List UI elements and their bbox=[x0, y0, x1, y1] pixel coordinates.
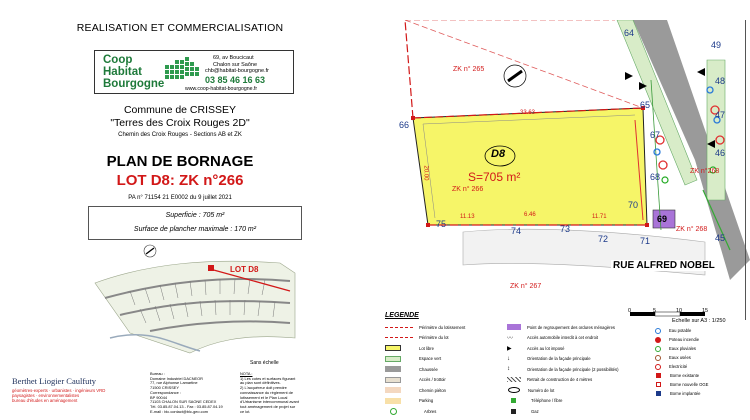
dim-top: 33.63 bbox=[520, 110, 536, 116]
company-sub-3: bureau d'études en aménagement bbox=[12, 398, 78, 403]
mini-map-scale-note: Sans échelle bbox=[250, 360, 279, 366]
legend-item bbox=[655, 380, 745, 389]
borne-70: 70 bbox=[628, 200, 639, 210]
coop-name-line3: Bourgogne bbox=[103, 78, 165, 90]
legend-item bbox=[507, 385, 622, 396]
borne-46: 46 bbox=[715, 148, 726, 158]
plot-69-label: 69 bbox=[657, 214, 668, 224]
telephone-icon bbox=[511, 398, 516, 403]
legend-label: Numéro de lot bbox=[528, 387, 555, 393]
scale-text: Echelle sur A3 : 1/250 bbox=[672, 318, 726, 324]
legend-label: Orientation de la façade principale bbox=[527, 356, 591, 362]
legend-perimeter-swatch bbox=[385, 327, 413, 328]
legend-label: Périmètre du lotissement bbox=[419, 324, 466, 330]
legend-green-swatch bbox=[385, 356, 401, 362]
eau-potable-icon bbox=[655, 328, 661, 334]
legend-item bbox=[507, 333, 622, 344]
legend-item bbox=[655, 326, 745, 335]
legend-item bbox=[385, 406, 505, 417]
legend-item bbox=[385, 343, 505, 354]
coop-house-logo-icon bbox=[165, 57, 203, 83]
coop-phone: 03 85 46 16 63 bbox=[205, 75, 266, 85]
legend-item bbox=[385, 396, 505, 407]
header-title: REALISATION ET COMMERCIALISATION bbox=[76, 22, 284, 34]
legend bbox=[385, 312, 745, 418]
footer-col2-line: Tél. 03.85.87.04.13 - Fax : 03.85.87.04.19 bbox=[150, 403, 223, 409]
borne-66: 66 bbox=[399, 120, 410, 130]
legend-label: Borne implantée bbox=[670, 391, 701, 396]
legend-label: Retrait de construction de 4 mètres bbox=[527, 377, 593, 383]
legend-item bbox=[507, 406, 622, 417]
hatch-swatch bbox=[507, 377, 521, 382]
legend-lot-swatch bbox=[385, 345, 401, 351]
legend-title: LEGENDE bbox=[385, 312, 419, 319]
left-panel bbox=[0, 0, 300, 420]
legend-label: Borne nouvelle OGE bbox=[670, 382, 709, 387]
legend-item bbox=[507, 396, 622, 407]
legend-item bbox=[507, 375, 622, 386]
zk267-label: ZK n° 267 bbox=[510, 283, 542, 290]
borne-implantee-icon bbox=[656, 391, 661, 396]
coop-address-1: 69, av Boucicaut bbox=[213, 55, 254, 61]
footer-nota-2: 2) L'acquéreur doit prendre connaissance du règlement de lotissement et le Plan Local d'Urbanisme intercommunal avant tout aménagement de projet sur ce lot. bbox=[240, 385, 299, 414]
legend-access-swatch bbox=[385, 377, 401, 383]
legend-label: Gaz bbox=[531, 408, 539, 414]
legend-label: Accès au lot imposé bbox=[527, 345, 565, 351]
legend-item bbox=[385, 354, 505, 365]
legend-col3 bbox=[655, 326, 745, 398]
borne-45: 45 bbox=[715, 233, 726, 243]
scale-tick-0: 0 bbox=[628, 308, 632, 314]
borne-existante-icon bbox=[656, 373, 661, 378]
borne-71: 71 bbox=[640, 236, 651, 246]
dim-left: 20.00 bbox=[422, 165, 429, 181]
facade-arrow-icon: ↓ bbox=[507, 355, 510, 362]
company-sub-2: paysagistes · environnementalistes bbox=[12, 393, 80, 398]
footer-nota-title: NOTA : bbox=[240, 371, 253, 376]
footer-col3 bbox=[240, 372, 300, 414]
legend-item bbox=[655, 362, 745, 371]
legend-item bbox=[385, 375, 505, 386]
coop-name-line2: Habitat bbox=[103, 66, 142, 78]
gas-icon bbox=[511, 409, 516, 414]
company-sub-1: géomètres-experts · urbanistes · ingénieurs VRD bbox=[12, 388, 106, 393]
zk265-label: ZK n° 265 bbox=[453, 66, 485, 73]
street-name: RUE ALFRED NOBEL bbox=[612, 260, 716, 271]
dim-bottom-1: 11.13 bbox=[460, 214, 475, 220]
lot-number-icon bbox=[508, 387, 520, 393]
map-frame-right bbox=[745, 20, 746, 320]
legend-label: Arbres bbox=[424, 408, 437, 414]
coop-name-line1: Coop bbox=[103, 54, 133, 66]
legend-label: Borne existante bbox=[670, 373, 700, 378]
legend-label: Eaux usées bbox=[669, 355, 691, 360]
zigzag-icon: 〰 bbox=[507, 336, 514, 343]
legend-col1 bbox=[385, 322, 505, 417]
lot-id: D8 bbox=[491, 148, 506, 160]
eaux-pluviales-icon bbox=[655, 346, 661, 352]
legend-label: Espace vert bbox=[419, 356, 442, 362]
legend-path-swatch bbox=[385, 387, 401, 393]
legend-item bbox=[385, 385, 505, 396]
borne-68: 68 bbox=[650, 172, 661, 182]
tree-icon bbox=[390, 408, 397, 415]
legend-label: Poteau incendie bbox=[669, 337, 700, 342]
scale-tick-15: 15 bbox=[702, 308, 709, 314]
legend-item bbox=[655, 389, 745, 398]
legend-item bbox=[385, 322, 505, 333]
legend-item bbox=[655, 353, 745, 362]
surfaces-box bbox=[88, 206, 302, 240]
legend-label: Périmètre du lot bbox=[419, 335, 449, 341]
legend-item bbox=[385, 333, 505, 344]
eaux-usees-icon bbox=[655, 355, 661, 361]
footer-col2-line: Bureau : bbox=[150, 371, 165, 376]
mini-map-lot-label: LOT D8 bbox=[230, 265, 259, 274]
borne-74: 74 bbox=[511, 226, 522, 236]
superficie-text: Superficie : 705 m² bbox=[165, 212, 225, 219]
legend-item bbox=[507, 322, 622, 333]
borne-49: 49 bbox=[711, 40, 722, 50]
zk268b-label: ZK n° 268 bbox=[676, 226, 708, 233]
legend-label: Eau potable bbox=[669, 328, 692, 333]
footer-col2-line: 71103 CHALON SUR SAONE CEDEX bbox=[150, 399, 217, 405]
legend-item bbox=[655, 335, 745, 344]
borne-67: 67 bbox=[650, 130, 661, 140]
scale-tick-10: 10 bbox=[676, 308, 683, 314]
borne-64: 64 bbox=[624, 28, 635, 38]
poteau-incendie-icon bbox=[655, 337, 661, 343]
legend-label: Orientation de la façade principale (2 possibilités) bbox=[527, 366, 619, 372]
borne-47: 47 bbox=[715, 110, 726, 120]
borne-48: 48 bbox=[715, 76, 726, 86]
borne-nouvelle-icon bbox=[656, 382, 661, 387]
legend-item bbox=[507, 343, 622, 354]
legend-item bbox=[507, 354, 622, 365]
borne-75: 75 bbox=[436, 219, 447, 229]
legend-ordures-swatch bbox=[507, 324, 521, 330]
company-name: Berthet Liogier Caulfuty bbox=[12, 376, 97, 386]
legend-item bbox=[385, 364, 505, 375]
facade-double-arrow-icon: ↕ bbox=[507, 366, 510, 373]
zk268-label: ZK n°268 bbox=[690, 168, 720, 175]
scale-tick-5: 5 bbox=[653, 308, 657, 314]
coop-logo-box bbox=[94, 50, 294, 94]
legend-label: Chemin piéton bbox=[419, 387, 447, 393]
legend-item bbox=[655, 371, 745, 380]
location-mini-map bbox=[90, 243, 300, 358]
legend-road-swatch bbox=[385, 366, 401, 372]
lot-d8-polygon bbox=[413, 108, 647, 225]
borne-73: 73 bbox=[560, 224, 571, 234]
legend-col2 bbox=[507, 322, 622, 417]
legend-label: Electricité bbox=[669, 364, 688, 369]
coop-website: www.coop-habitat-bourgogne.fr bbox=[185, 86, 258, 92]
coop-address-2: Chalon sur Saône bbox=[213, 62, 258, 68]
plancher-text: Surface de plancher maximale : 170 m² bbox=[133, 226, 257, 233]
footer bbox=[0, 370, 300, 420]
legend-lot-perimeter-swatch bbox=[385, 337, 413, 338]
lot-surface: S=705 m² bbox=[468, 170, 521, 184]
legend-label: Eaux pluviales bbox=[669, 346, 697, 351]
coop-email: chb@habitat-bourgogne.fr bbox=[205, 68, 269, 74]
dim-bottom-3: 11.71 bbox=[592, 214, 607, 220]
commune-line3: Chemin des Croix Rouges - Sections AB et ZK bbox=[118, 132, 242, 138]
commune-line2: "Terres des Croix Rouges 2D" bbox=[110, 117, 250, 129]
legend-label: Téléphone / fibre bbox=[531, 398, 563, 404]
electricite-icon bbox=[655, 364, 661, 370]
legend-label: Accès automobile interdit à cet endroit bbox=[527, 335, 598, 341]
legend-item bbox=[655, 344, 745, 353]
legend-item bbox=[507, 364, 622, 375]
legend-label: Accès / trottoir bbox=[419, 377, 446, 383]
footer-col2-line: 77, rue Alphonse Lamartine bbox=[150, 380, 198, 386]
footer-col2-line: 71500 CRISSEY bbox=[150, 385, 179, 391]
legend-label: Point de regroupement des ordures ménagères bbox=[527, 324, 615, 330]
footer-col2-line: E-mail : blc.contact@blc-geo.com bbox=[150, 408, 209, 414]
legend-label: Lot libre bbox=[419, 345, 434, 351]
borne-72: 72 bbox=[598, 234, 609, 244]
lot-parcel: ZK n° 266 bbox=[452, 186, 484, 193]
footer-col2 bbox=[150, 372, 238, 414]
footer-col2-line: Correspondance : bbox=[150, 389, 181, 395]
compass-icon bbox=[504, 65, 526, 87]
footer-col2-line: Domaine Industriel DACNEOR bbox=[150, 375, 203, 381]
borne-65: 65 bbox=[640, 100, 651, 110]
commune-line1: Commune de CRISSEY bbox=[123, 104, 237, 116]
footer-nota-1: 1) Les cotes et surfaces figurant au plan sont définitives. bbox=[240, 375, 296, 386]
dim-bottom-2: 6.46 bbox=[524, 212, 536, 218]
footer-col2-line: BP 90044 bbox=[150, 394, 168, 400]
triangle-access-icon: ▶ bbox=[507, 345, 512, 352]
plan-title: PLAN DE BORNAGE bbox=[106, 153, 254, 170]
lot-title: LOT D8: ZK n°266 bbox=[116, 172, 244, 189]
legend-parking-swatch bbox=[385, 398, 401, 404]
legend-label: Parking bbox=[419, 398, 434, 404]
legend-label: Chaussée bbox=[419, 366, 438, 372]
pa-reference: PA n° 71154 21 E0002 du 9 juillet 2021 bbox=[128, 195, 232, 201]
